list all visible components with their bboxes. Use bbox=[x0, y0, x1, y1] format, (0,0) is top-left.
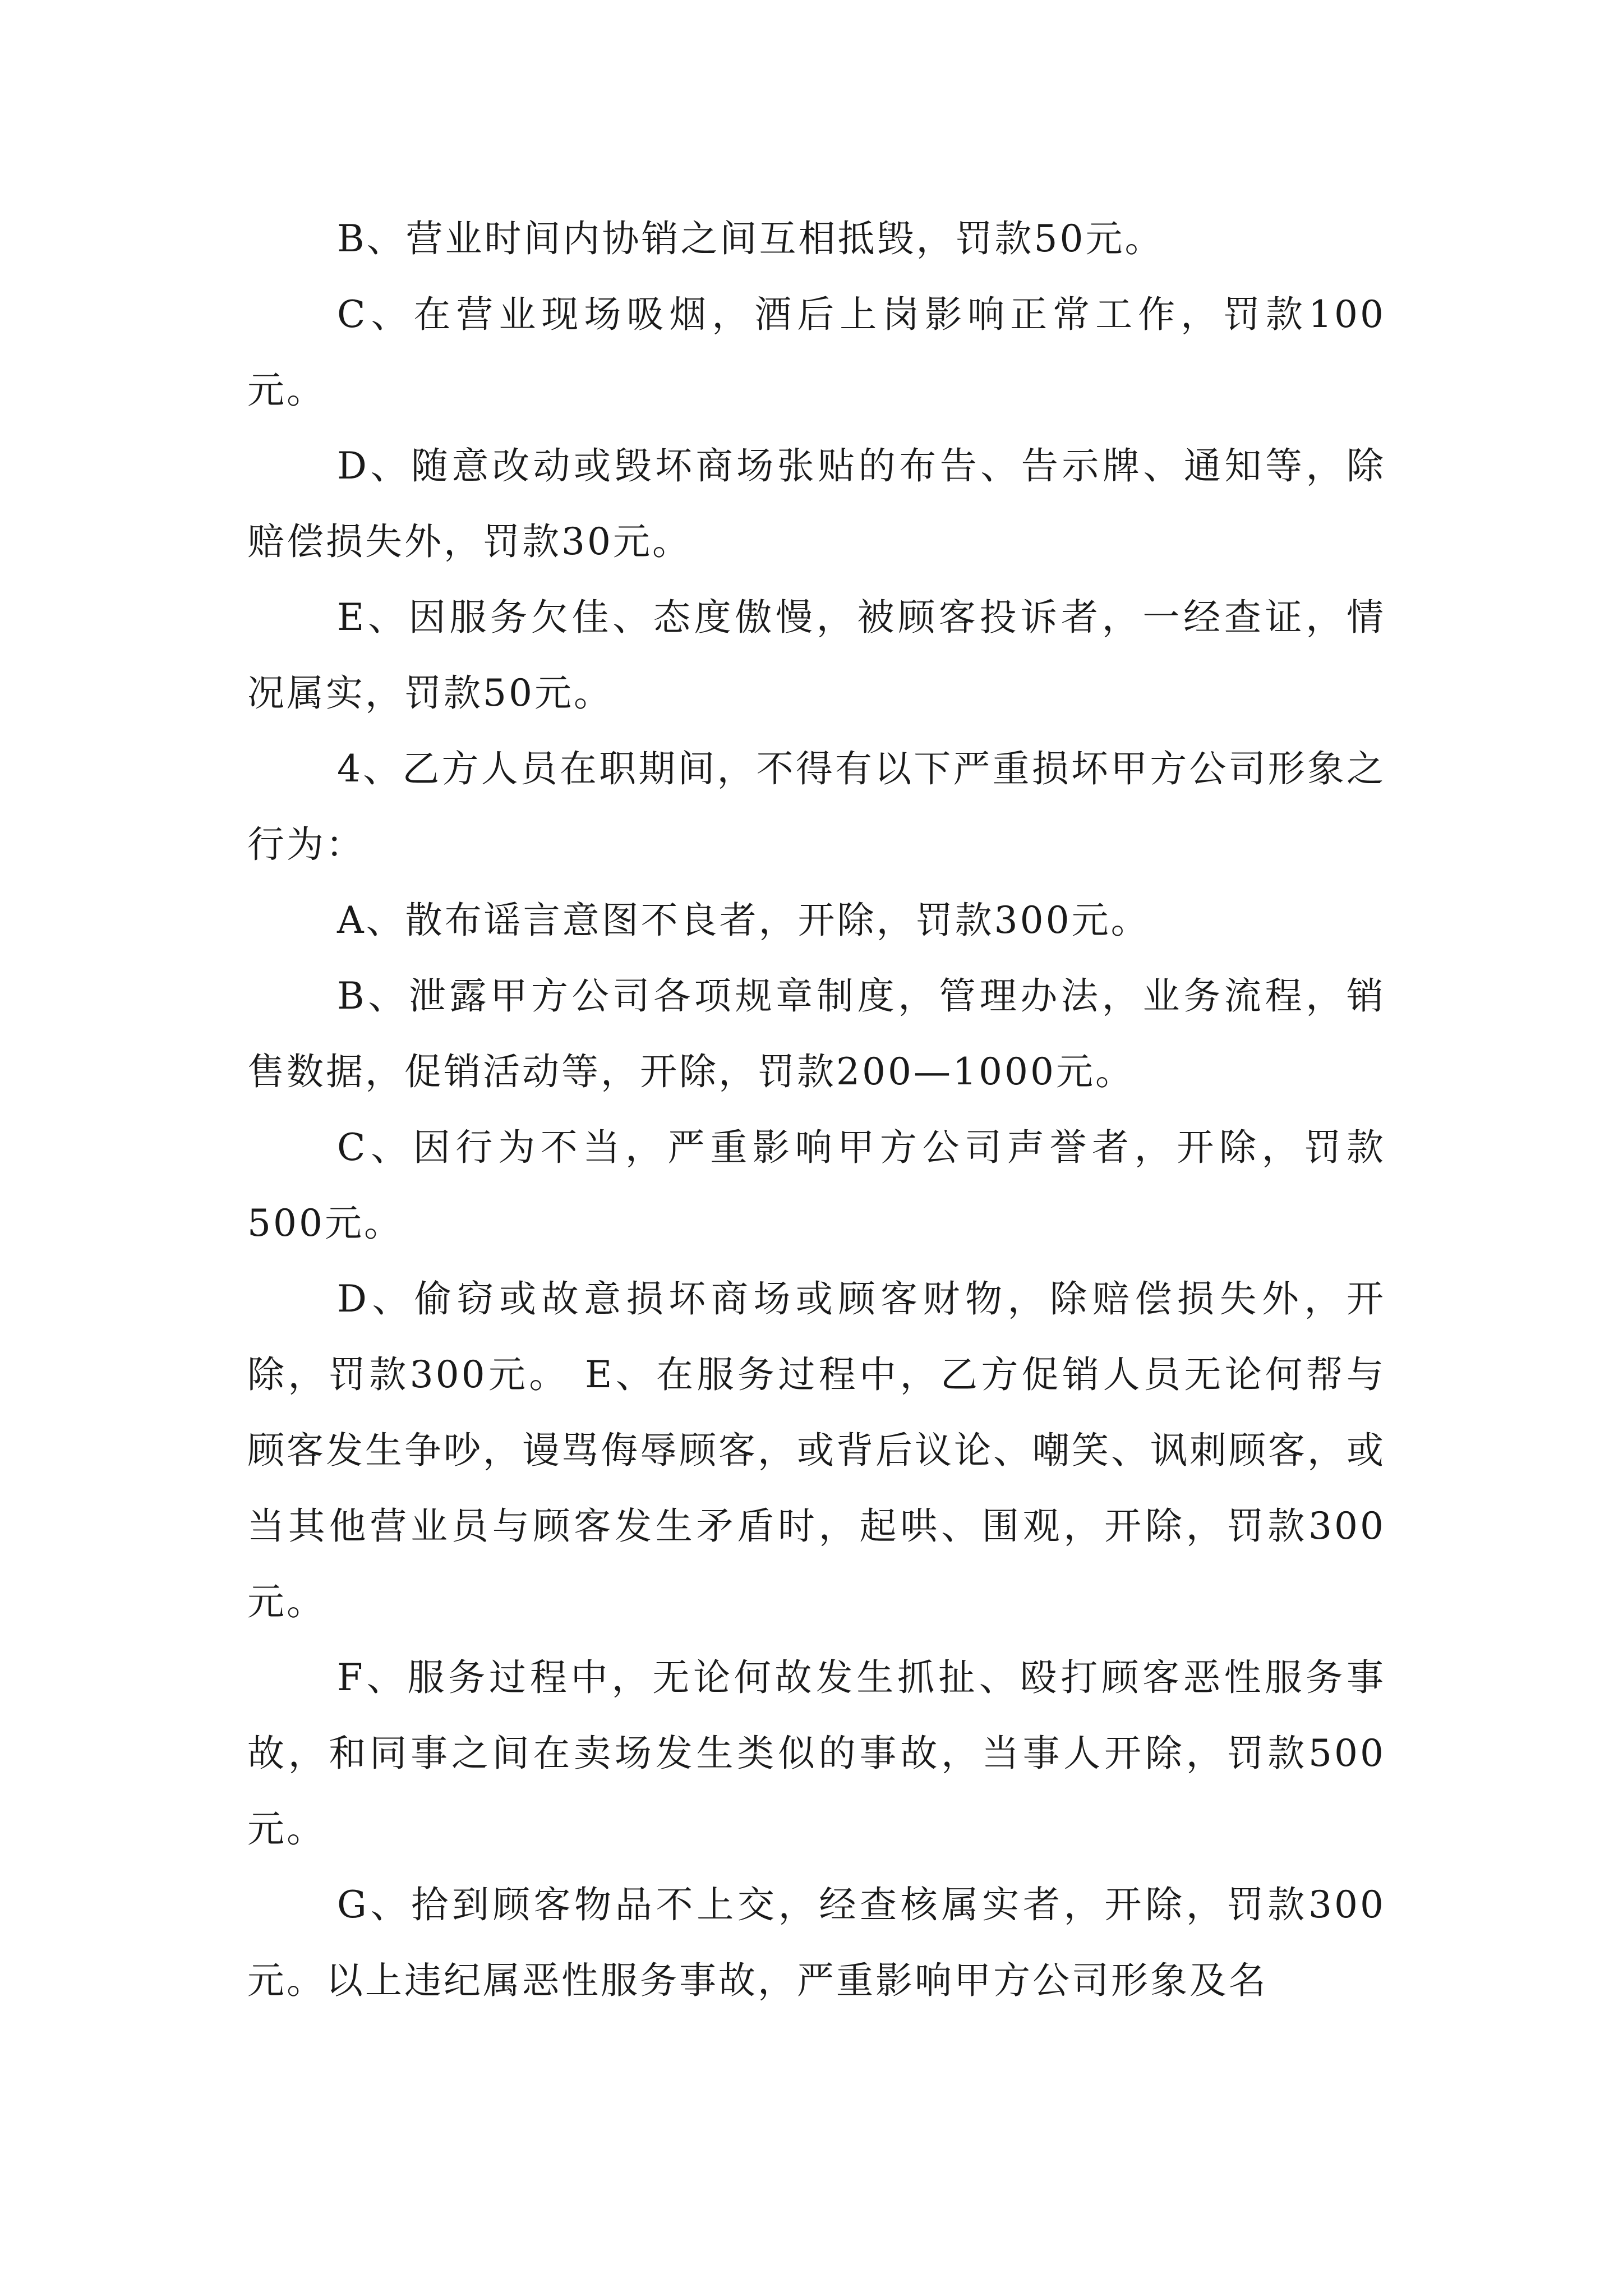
paragraph-b-mutual-slander: B、营业时间内协销之间互相抵毁，罚款50元。 bbox=[337, 217, 1164, 260]
paragraph-c-reputation-damage: C、因行为不当，严重影响甲方公司声誉者，开除，罚款500元。 bbox=[247, 1126, 1386, 1245]
paragraph-c-smoking-drinking: C、在营业现场吸烟，酒后上岗影响正常工作，罚款100元。 bbox=[247, 293, 1386, 412]
paragraph-4-serious-misconduct: 4、乙方人员在职期间，不得有以下严重损坏甲方公司形象之行为： bbox=[247, 747, 1386, 866]
paragraph-g-lost-items: G、拾到顾客物品不上交，经查核属实者，开除，罚款300元。以上违纪属恶性服务事故，严重影响甲方公司形象及名 bbox=[247, 1883, 1386, 2002]
paragraph-d-damaging-notices: D、随意改动或毁坏商场张贴的布告、告示牌、通知等，除赔偿损失外，罚款30元。 bbox=[247, 444, 1386, 563]
paragraph-e-customer-complaints: E、因服务欠佳、态度傲慢，被顾客投诉者，一经查证，情况属实，罚款50元。 bbox=[247, 596, 1386, 715]
paragraph-d-theft-and-disputes: D、偷窃或故意损坏商场或顾客财物，除赔偿损失外，开除，罚款300元。 E、在服务过程中，乙方促销人员无论何帮与顾客发生争吵，谩骂侮辱顾客，或背后议论、嘲笑、讽刺顾客，或当其他营业员与顾客发生矛盾时，起哄、围观，开除，罚款300元。 bbox=[247, 1277, 1386, 1623]
paragraph-f-fighting: F、服务过程中，无论何故发生抓扯、殴打顾客恶性服务事故，和同事之间在卖场发生类似的事故，当事人开除，罚款500元。 bbox=[247, 1656, 1386, 1851]
paragraph-a-spreading-rumors: A、散布谣言意图不良者，开除，罚款300元。 bbox=[337, 899, 1150, 942]
paragraph-b-leaking-info: B、泄露甲方公司各项规章制度，管理办法，业务流程，销售数据，促销活动等，开除，罚款200—1000元。 bbox=[247, 974, 1386, 1093]
document-body bbox=[247, 201, 1386, 2018]
